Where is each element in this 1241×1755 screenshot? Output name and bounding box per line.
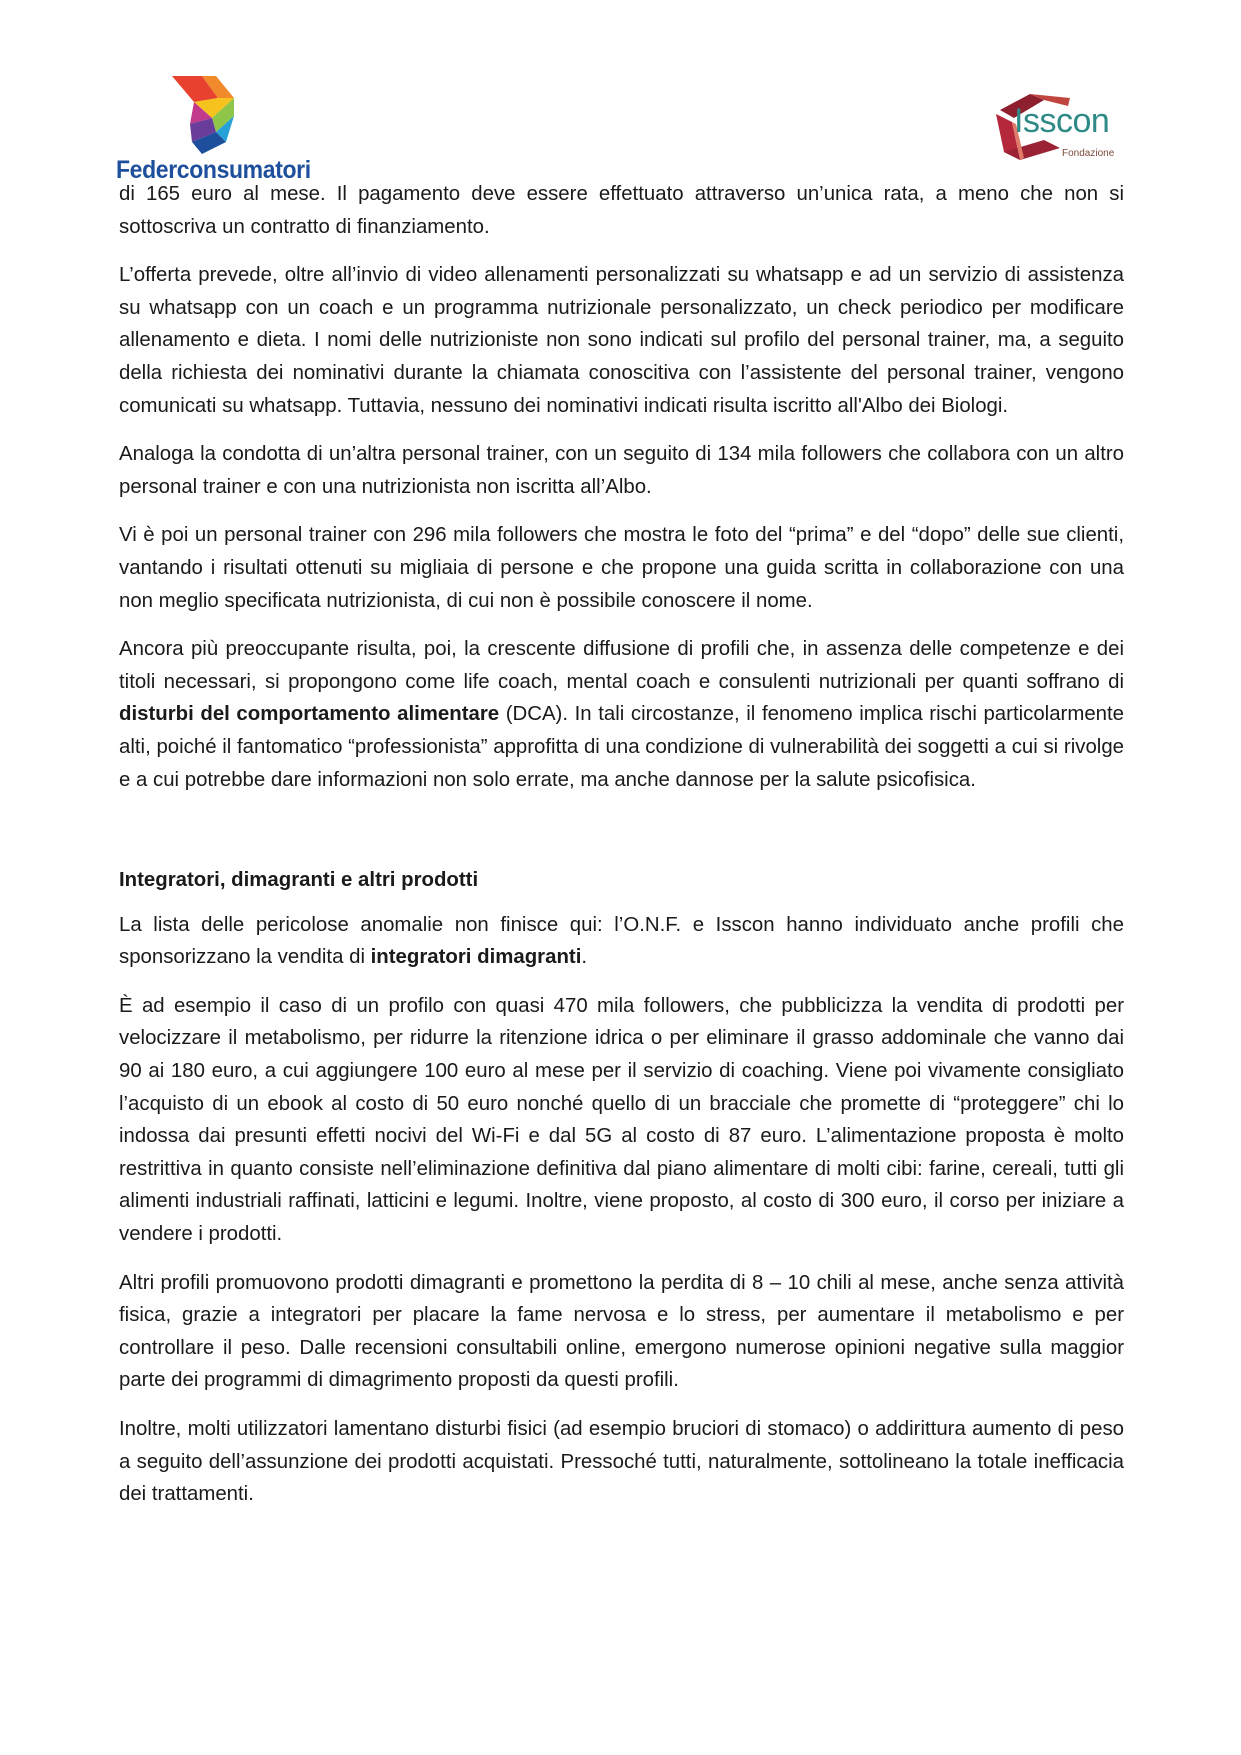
text-run: Ancora più preoccupante risulta, poi, la crescente diffusione di profili che, in assenza delle competenze e dei titoli necessari, si propongono come life coach, mental coach e consulenti nutrizionali per quanti soffrano di — [119, 638, 1124, 693]
paragraph: di 165 euro al mese. Il pagamento deve essere effettuato attraverso un’unica rata, a meno che non si sottoscriva un contratto di finanziamento. — [119, 183, 1124, 238]
paragraph: Inoltre, molti utilizzatori lamentano disturbi fisici (ad esempio bruciori di stomaco) o addirittura aumento di peso a seguito dell’assunzione dei prodotti acquistati. Pressoché tutti, naturalmente, sottolineano la totale inefficacia dei trattamenti. — [119, 1418, 1124, 1506]
federconsumatori-wordmark: Federconsumatori — [116, 156, 311, 184]
federconsumatori-logo — [116, 76, 311, 184]
paragraph — [119, 909, 1124, 974]
paragraph: L’offerta prevede, oltre all’invio di video allenamenti personalizzati su whatsapp e ad un servizio di assistenza su whatsapp con un coach e un programma nutrizionale personalizzato, un check periodico per modificare allenamento e dieta. I nomi delle nutrizioniste non sono indicati sul profilo del personal trainer, ma, a seguito della richiesta dei nominativi durante la chiamata conoscitiva con l’assistente del personal trainer, vengono comunicati su whatsapp. Tuttavia, nessuno dei nominativi indicati risulta iscritto all'Albo dei Biologi. — [119, 264, 1124, 417]
text-run: La lista delle pericolose anomalie non finisce qui: l’O.N.F. e Isscon hanno individuato anche profili che sponsorizzano la vendita di — [119, 913, 1124, 969]
isscon-wordmark: Isscon — [1014, 102, 1110, 140]
paragraph: Analoga la condotta di un’altra personal trainer, con un seguito di 134 mila followers che collabora con un altro personal trainer e con una nutrizionista non iscritta all’Albo. — [119, 443, 1124, 498]
text-run: . — [581, 946, 588, 969]
section-heading: Integratori, dimagranti e altri prodotti — [119, 869, 479, 892]
isscon-logo — [990, 92, 1140, 172]
paragraph: È ad esempio il caso di un profilo con quasi 470 mila followers, che pubblicizza la vendita di prodotti per velocizzare il metabolismo, per ridurre la ritenzione idrica o per eliminare il grasso addominale che vanno dai 90 ai 180 euro, a cui aggiungere 100 euro al mese per il servizio di coaching. Viene poi vivamente consigliato l’acquisto di un ebook al costo di 50 euro nonché quello di un bracciale che promette di “proteggere” chi lo indossa dai presunti effetti nocivi del Wi-Fi e dal 5G al costo di 87 euro. L’alimentazione proposta è molto restrittiva in quanto consiste nell’eliminazione definitiva dal piano alimentare di molti cibi: farine, cereali, tutti gli alimenti industriali raffinati, latticini e legumi. Inoltre, viene proposto, al costo di 300 euro, il corso per iniziare a vendere i prodotti. — [119, 994, 1124, 1246]
paragraph: Altri profili promuovono prodotti dimagranti e promettono la perdita di 8 – 10 chili al mese, anche senza attività fisica, grazie a integratori per placare la fame nervosa e lo stress, per aumentare il metabolismo e per controllare il peso. Dalle recensioni consultabili online, emergono numerose opinioni negative sulla maggior parte dei programmi di dimagrimento proposti da questi profili. — [119, 1271, 1124, 1392]
paragraph — [119, 633, 1124, 796]
federconsumatori-mark-icon — [172, 76, 234, 156]
paragraph: Vi è poi un personal trainer con 296 mila followers che mostra le foto del “prima” e del “dopo” delle sue clienti, vantando i risultati ottenuti su migliaia di persone e che propone una guida scritta in collaborazione con una non meglio specificata nutrizionista, di cui non è possibile conoscere il nome. — [119, 524, 1124, 612]
bold-text: disturbi del comportamento alimentare — [119, 703, 500, 726]
bold-text: integratori dimagranti — [370, 946, 582, 969]
text-run: (DCA). In tali circostanze, il fenomeno implica rischi particolarmente alti, poiché il fantomatico “professionista” approfitta di una condizione di vulnerabilità dei soggetti a cui si rivolge e a cui potrebbe dare informazioni non solo errate, ma anche dannose per la salute psicofisica. — [119, 703, 1125, 791]
isscon-subtitle: Fondazione — [1062, 148, 1115, 159]
document-body — [119, 178, 1124, 1527]
